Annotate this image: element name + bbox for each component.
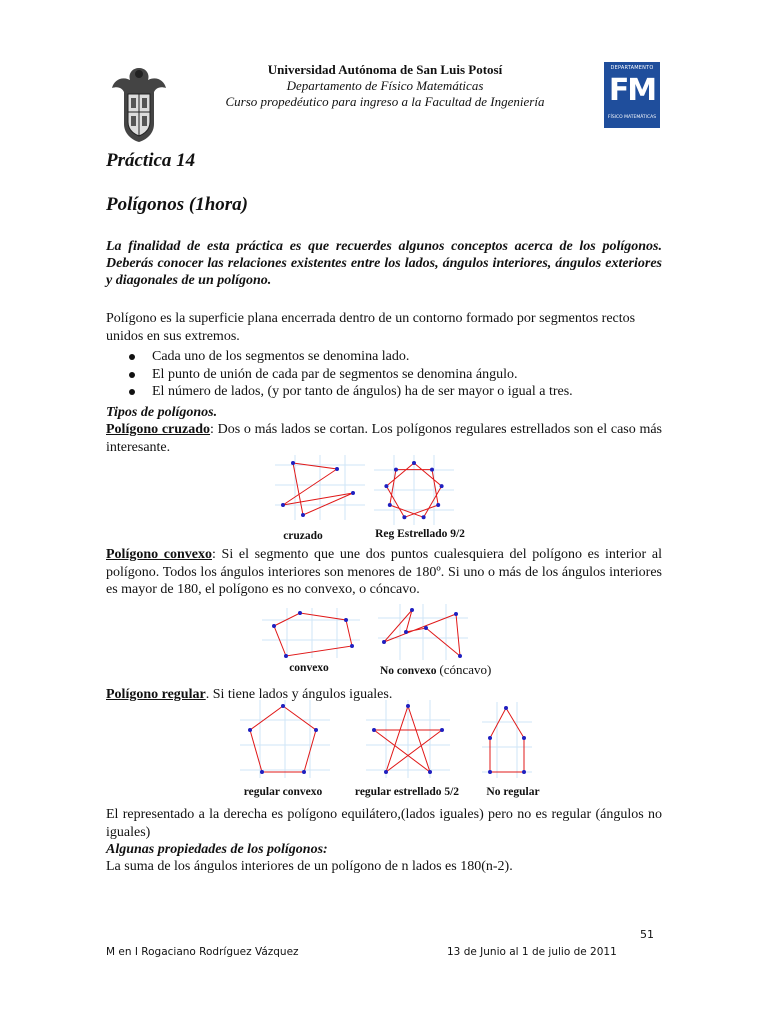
star-9-2-figure [374,455,454,525]
practice-title: Práctica 14 [106,150,196,171]
convex-polygon-figure [262,608,360,658]
logo-top-text: DEPARTAMENTO [610,65,654,71]
footer-author: M en I Rogaciano Rodríguez Vázquez [106,946,299,958]
caption-star-9-2: Reg Estrellado 9/2 [375,528,465,540]
crossed-polygon-figure [275,455,365,520]
caption-regular-star: regular estrellado 5/2 [354,786,460,798]
property-1: La suma de los ángulos interiores de un polígono de n lados es 180(n-2). [106,859,513,874]
bullet-icon [128,353,136,361]
logo-mark: FM [608,73,656,108]
crossed-term: Polígono cruzado [106,422,211,437]
caption-concave-paren: (cóncavo) [439,662,492,677]
bullet-list [128,348,658,401]
list-item [128,383,658,401]
star-vertex [394,468,398,472]
star-vertex [412,461,416,465]
star-vertex [384,484,388,488]
equilateral-note: El representado a la derecha es polígono equilátero,(lados iguales) pero no es regular (ángulos no iguales) [106,807,662,840]
list-item-text: Cada uno de los segmentos se denomina lado. [152,349,410,364]
list-item [128,348,658,366]
types-heading: Tipos de polígonos. [106,405,218,420]
department-logo [604,62,660,128]
footer-date: 13 de Junio al 1 de julio de 2011 [447,946,617,958]
convex-text: : Si el segmento que une dos puntos cualesquiera del polígono es interior al polígono. Todos los ángulos interiores son menores de 180º. Si uno o más de los ángulos interiores es mayor de 180, el polígono es no convexo, o cóncavo. [106,547,662,597]
page-number: 51 [640,928,654,941]
concave-polygon-figure [378,604,468,660]
crossed-paragraph [106,421,662,456]
crossed-text: : Dos o más lados se cortan. Los polígonos regulares estrellados son el caso más interesante. [106,422,662,455]
convex-term: Polígono convexo [106,547,212,562]
caption-concave [380,662,530,678]
regular-pentagon-figure [240,700,330,778]
regular-star-5-2-figure [366,700,450,778]
course-name: Curso propedéutico para ingreso a la Facultad de Ingeniería [225,94,545,109]
list-item-text: El número de lados, (y por tanto de ángulos) ha de ser mayor o igual a tres. [152,384,573,399]
document-header [150,62,620,110]
definition-paragraph: Polígono es la superficie plana encerrada dentro de un contorno formado por segmentos rectos unidos en sus extremos. [106,311,636,344]
list-item [128,366,658,384]
department-name: Departamento de Físico Matemáticas [286,78,484,93]
regular-term: Polígono regular [106,687,206,702]
star-vertex [436,503,440,507]
star-vertex [388,503,392,507]
properties-heading: Algunas propiedades de los polígonos: [106,842,328,857]
regular-text: . Si tiene lados y ángulos iguales. [205,687,393,702]
caption-convex: convexo [289,662,329,674]
bullet-icon [128,371,136,379]
caption-non-regular: No regular [486,786,540,798]
star-vertex [430,468,434,472]
caption-concave-bold: No convexo [380,665,440,677]
star-vertex [440,484,444,488]
caption-regular-convex: regular convexo [243,786,323,798]
caption-crossed: cruzado [283,530,323,542]
university-name: Universidad Autónoma de San Luis Potosí [267,62,503,77]
bullet-icon [128,388,136,396]
convex-paragraph [106,546,662,599]
topic-title: Polígonos (1hora) [106,194,248,215]
intro-paragraph: La finalidad de esta práctica es que recuerdes algunos conceptos acerca de los polígonos. Deberás conocer las relaciones existentes entre los lados, ángulos interiores, ángulos exteriores y diagonales de un polígono. [106,239,662,288]
star-vertex [422,515,426,519]
star-vertex [402,515,406,519]
non-regular-polygon-figure [482,702,532,778]
logo-bottom-text: FÍSICO MATEMÁTICAS [607,115,657,120]
list-item-text: El punto de unión de cada par de segmentos se denomina ángulo. [152,366,518,382]
